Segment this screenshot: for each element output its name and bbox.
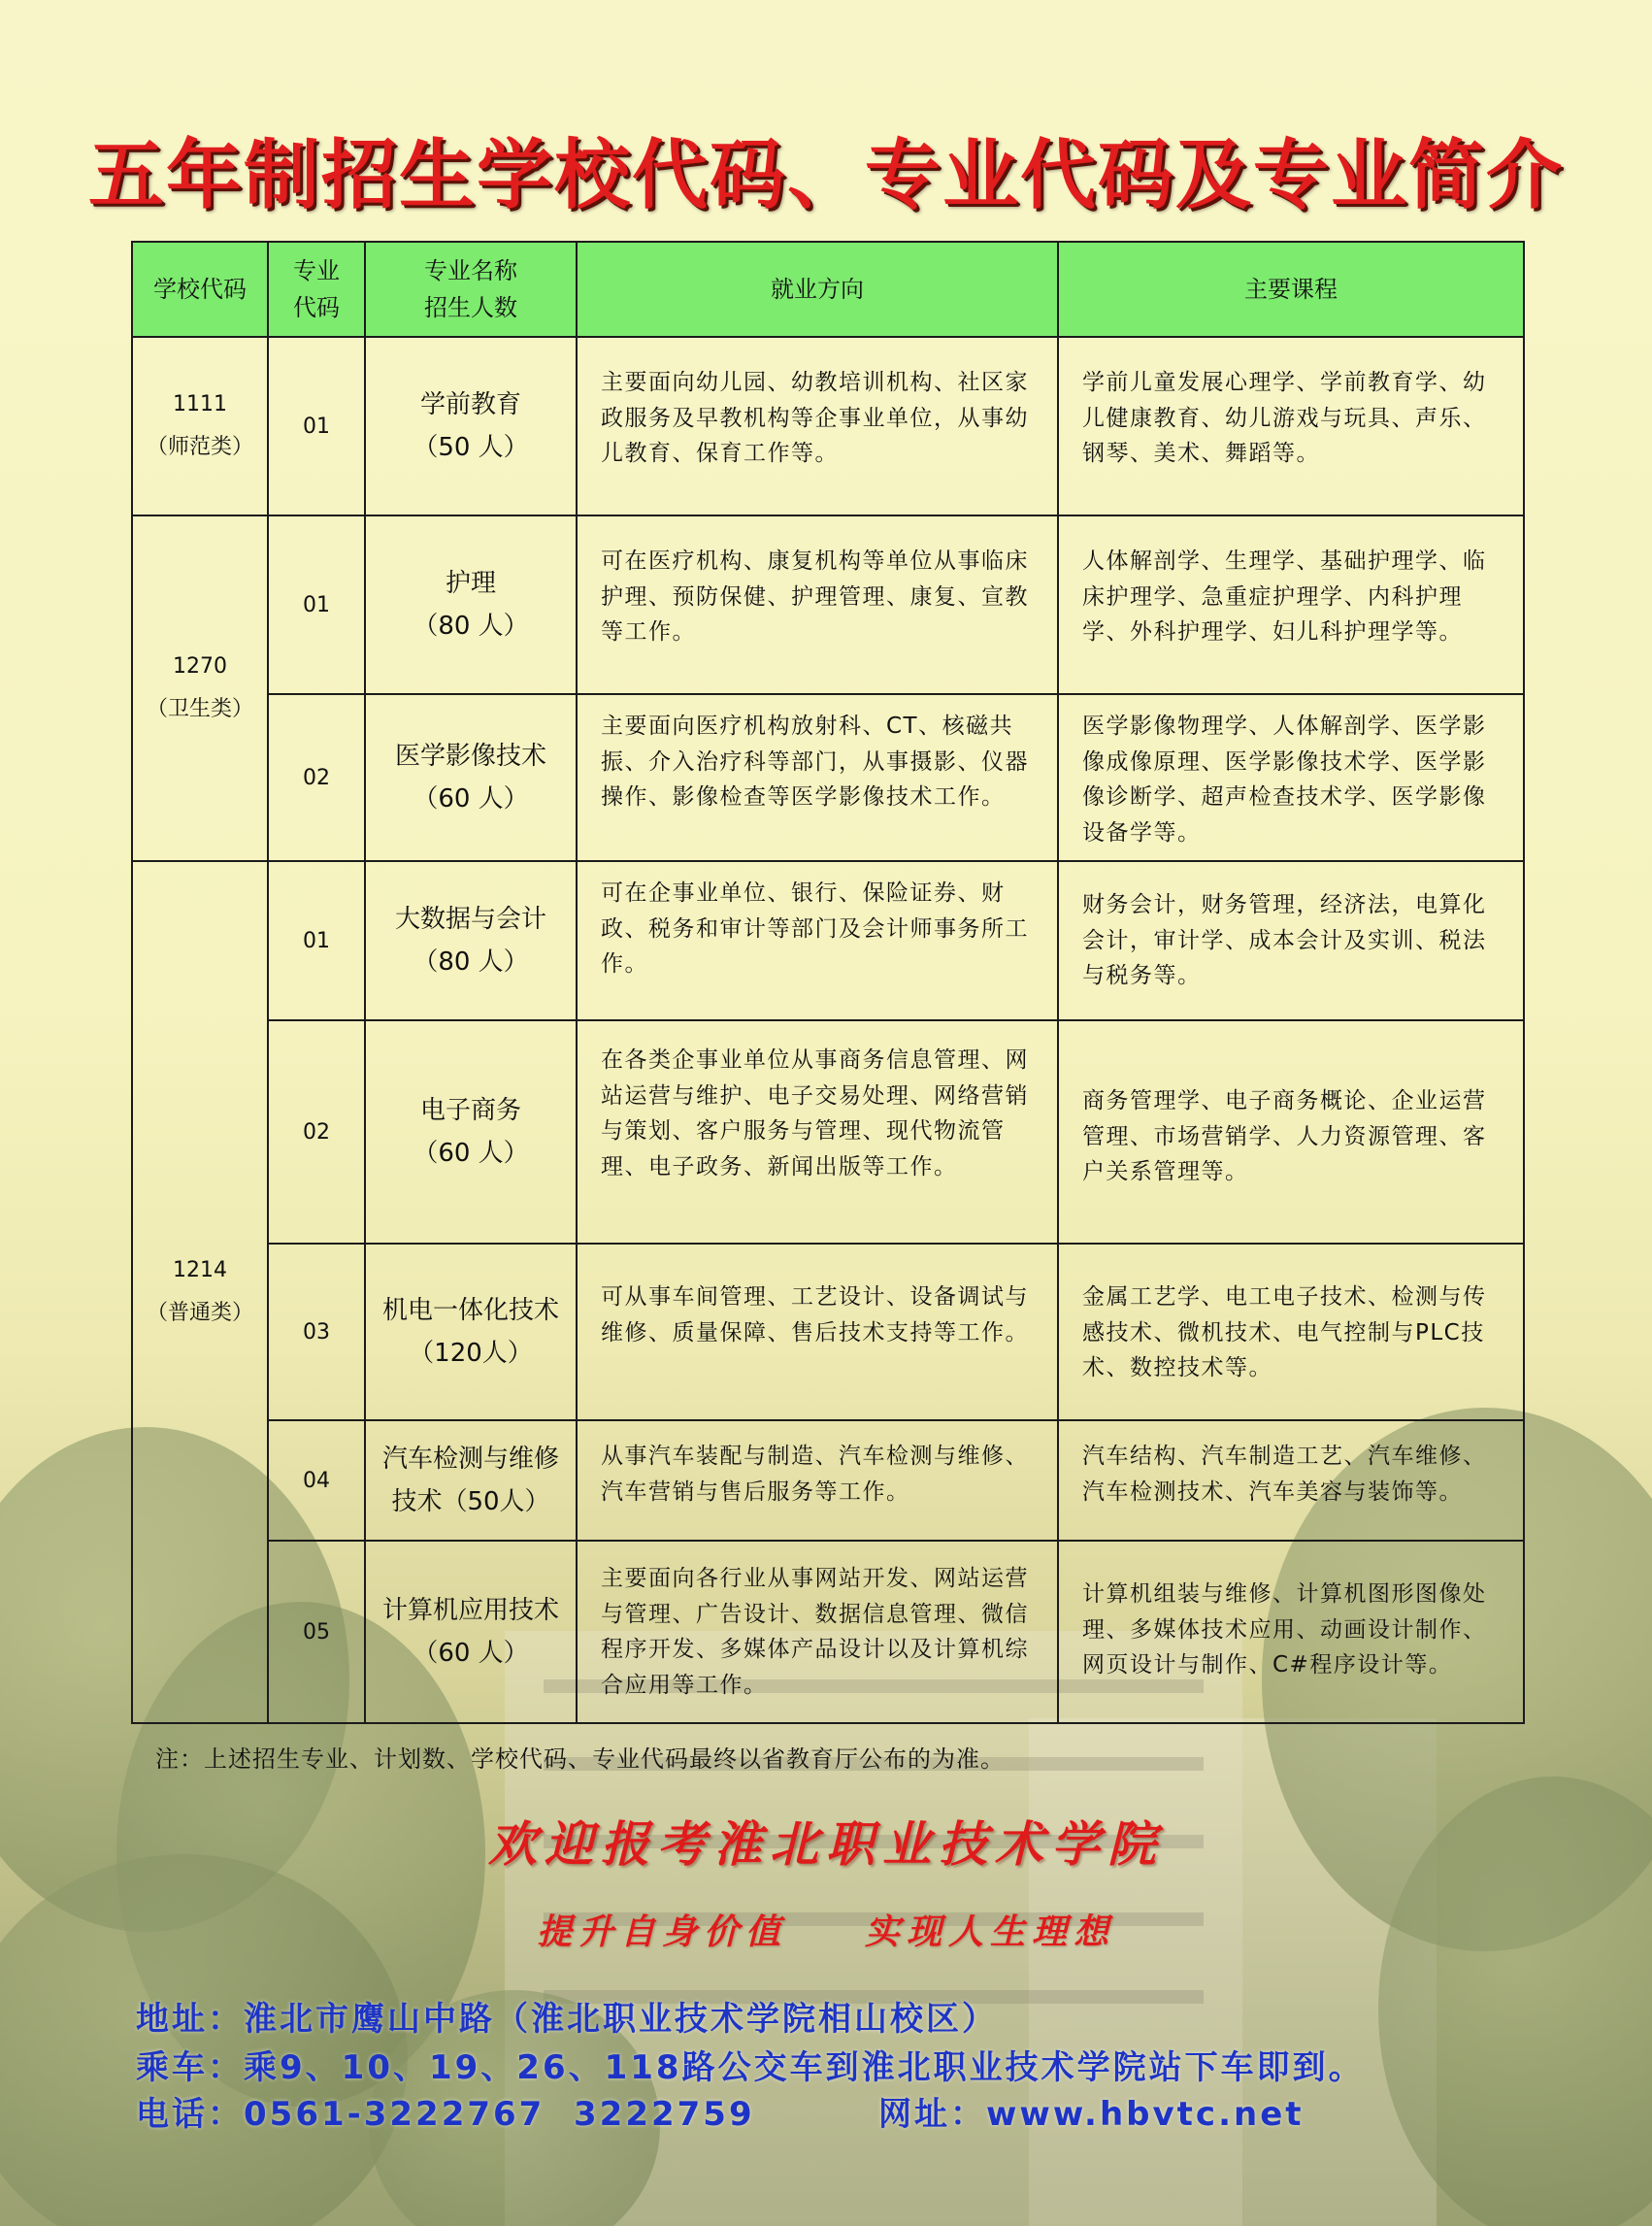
- employment-direction: 主要面向医疗机构放射科、CT、核磁共振、介入治疗科等部门，从事摄影、仪器操作、影像检查等医学影像技术工作。: [577, 694, 1058, 861]
- employment-direction: 可在医疗机构、康复机构等单位从事临床护理、预防保健、护理管理、康复、宣教等工作。: [577, 515, 1058, 694]
- major-code: 03: [268, 1244, 365, 1420]
- table-row: [132, 1020, 1524, 1244]
- major-quota: （120人）: [409, 1339, 533, 1368]
- table-row: [132, 694, 1524, 861]
- table-row: [132, 1244, 1524, 1420]
- header-major-name-line2: 招生人数: [424, 294, 517, 321]
- major-name-cell: [365, 337, 577, 515]
- slogan: [0, 1905, 1652, 1954]
- major-code: 01: [268, 337, 365, 515]
- major-name-cell: [365, 1020, 577, 1244]
- employment-direction: 可从事车间管理、工艺设计、设备调试与维修、质量保障、售后技术支持等工作。: [577, 1244, 1058, 1420]
- major-name: 电子商务: [419, 1096, 521, 1125]
- main-courses: 汽车结构、汽车制造工艺、汽车维修、汽车检测技术、汽车美容与装饰等。: [1058, 1420, 1524, 1541]
- major-name: 汽车检测与维修技术（50人）: [381, 1445, 559, 1516]
- school-type: （卫生类）: [146, 697, 253, 721]
- slogan-right: 实现人生理想: [865, 1912, 1116, 1952]
- header-major-code: [268, 242, 365, 337]
- school-type: （普通类）: [146, 1301, 253, 1325]
- main-courses: 计算机组装与维修、计算机图形图像处理、多媒体技术应用、动画设计制作、网页设计与制作、C#程序设计等。: [1058, 1541, 1524, 1723]
- slogan-left: 提升自身价值: [536, 1912, 787, 1952]
- school-type: （师范类）: [146, 435, 253, 459]
- employment-direction: 主要面向幼儿园、幼教培训机构、社区家政服务及早教机构等企事业单位，从事幼儿教育、保育工作等。: [577, 337, 1058, 515]
- table-header-row: [132, 242, 1524, 337]
- page-title: 五年制招生学校代码、专业代码及专业简介: [87, 131, 1564, 219]
- table-row: [132, 1420, 1524, 1541]
- major-name: 机电一体化技术: [381, 1296, 559, 1325]
- contact-address: 地址：淮北市鹰山中路（淮北职业技术学院相山校区）: [136, 2000, 998, 2039]
- header-employment: 就业方向: [577, 242, 1058, 337]
- major-quota: （60 人）: [413, 784, 529, 814]
- header-major-code-line1: 专业: [293, 257, 340, 284]
- major-name-cell: [365, 694, 577, 861]
- major-name-cell: [365, 1420, 577, 1541]
- school-code-cell: [132, 861, 268, 1723]
- main-courses: 医学影像物理学、人体解剖学、医学影像成像原理、医学影像技术学、医学影像诊断学、超声检查技术学、医学影像设备学等。: [1058, 694, 1524, 861]
- employment-direction: 在各类企事业单位从事商务信息管理、网站运营与维护、电子交易处理、网络营销与策划、客户服务与管理、现代物流管理、电子政务、新闻出版等工作。: [577, 1020, 1058, 1244]
- table-row: [132, 515, 1524, 694]
- school-code: 1214: [173, 1258, 227, 1282]
- major-code: 02: [268, 1020, 365, 1244]
- major-quota: （50 人）: [413, 433, 529, 462]
- major-name-cell: [365, 515, 577, 694]
- major-code: 01: [268, 861, 365, 1020]
- main-courses: 金属工艺学、电工电子技术、检测与传感技术、微机技术、电气控制与PLC技术、数控技术等。: [1058, 1244, 1524, 1420]
- table-row: [132, 1541, 1524, 1723]
- main-courses: 人体解剖学、生理学、基础护理学、临床护理学、急重症护理学、内科护理学、外科护理学、妇儿科护理学等。: [1058, 515, 1524, 694]
- header-courses: 主要课程: [1058, 242, 1524, 337]
- employment-direction: 可在企事业单位、银行、保险证券、财政、税务和审计等部门及会计师事务所工作。: [577, 861, 1058, 1020]
- welcome-banner: 欢迎报考淮北职业技术学院: [488, 1816, 1164, 1873]
- major-name-cell: [365, 1541, 577, 1723]
- contact-phone: 电话：0561-3222767 3222759: [136, 2095, 755, 2134]
- major-quota: （80 人）: [413, 947, 529, 977]
- header-major-name: [365, 242, 577, 337]
- employment-direction: 从事汽车装配与制造、汽车检测与维修、汽车营销与售后服务等工作。: [577, 1420, 1058, 1541]
- major-name: 护理: [445, 569, 496, 598]
- employment-direction: 主要面向各行业从事网站开发、网站运营与管理、广告设计、数据信息管理、微信程序开发、多媒体产品设计以及计算机综合应用等工作。: [577, 1541, 1058, 1723]
- footnote: 注：上述招生专业、计划数、学校代码、专业代码最终以省教育厅公布的为准。: [155, 1745, 1005, 1773]
- school-code: 1111: [173, 392, 227, 416]
- school-code: 1270: [173, 654, 227, 679]
- major-quota: （80 人）: [413, 612, 529, 641]
- major-name-cell: [365, 861, 577, 1020]
- major-name: 学前教育: [419, 390, 521, 419]
- header-major-name-line1: 专业名称: [424, 257, 517, 284]
- major-name-cell: [365, 1244, 577, 1420]
- enrollment-table: [131, 241, 1525, 1724]
- main-courses: 学前儿童发展心理学、学前教育学、幼儿健康教育、幼儿游戏与玩具、声乐、钢琴、美术、舞蹈等。: [1058, 337, 1524, 515]
- school-code-cell: [132, 515, 268, 861]
- contact-website[interactable]: 网址：www.hbvtc.net: [878, 2095, 1305, 2134]
- major-code: 04: [268, 1420, 365, 1541]
- major-code: 01: [268, 515, 365, 694]
- contact-phone-row: [136, 2087, 1305, 2135]
- table-row: [132, 861, 1524, 1020]
- main-courses: 财务会计，财务管理，经济法，电算化会计，审计学、成本会计及实训、税法与税务等。: [1058, 861, 1524, 1020]
- major-name: 医学影像技术: [394, 742, 546, 771]
- table-row: [132, 337, 1524, 515]
- school-code-cell: [132, 337, 268, 515]
- header-school-code: 学校代码: [132, 242, 268, 337]
- main-courses: 商务管理学、电子商务概论、企业运营管理、市场营销学、人力资源管理、客户关系管理等。: [1058, 1020, 1524, 1244]
- header-major-code-line2: 代码: [293, 294, 340, 321]
- major-code: 05: [268, 1541, 365, 1723]
- major-name: 大数据与会计: [394, 905, 546, 934]
- major-code: 02: [268, 694, 365, 861]
- major-quota: （60 人）: [413, 1139, 529, 1168]
- major-name: 计算机应用技术（60 人）: [381, 1596, 559, 1668]
- contact-bus: 乘车：乘9、10、19、26、118路公交车到淮北职业技术学院站下车即到。: [136, 2048, 1365, 2087]
